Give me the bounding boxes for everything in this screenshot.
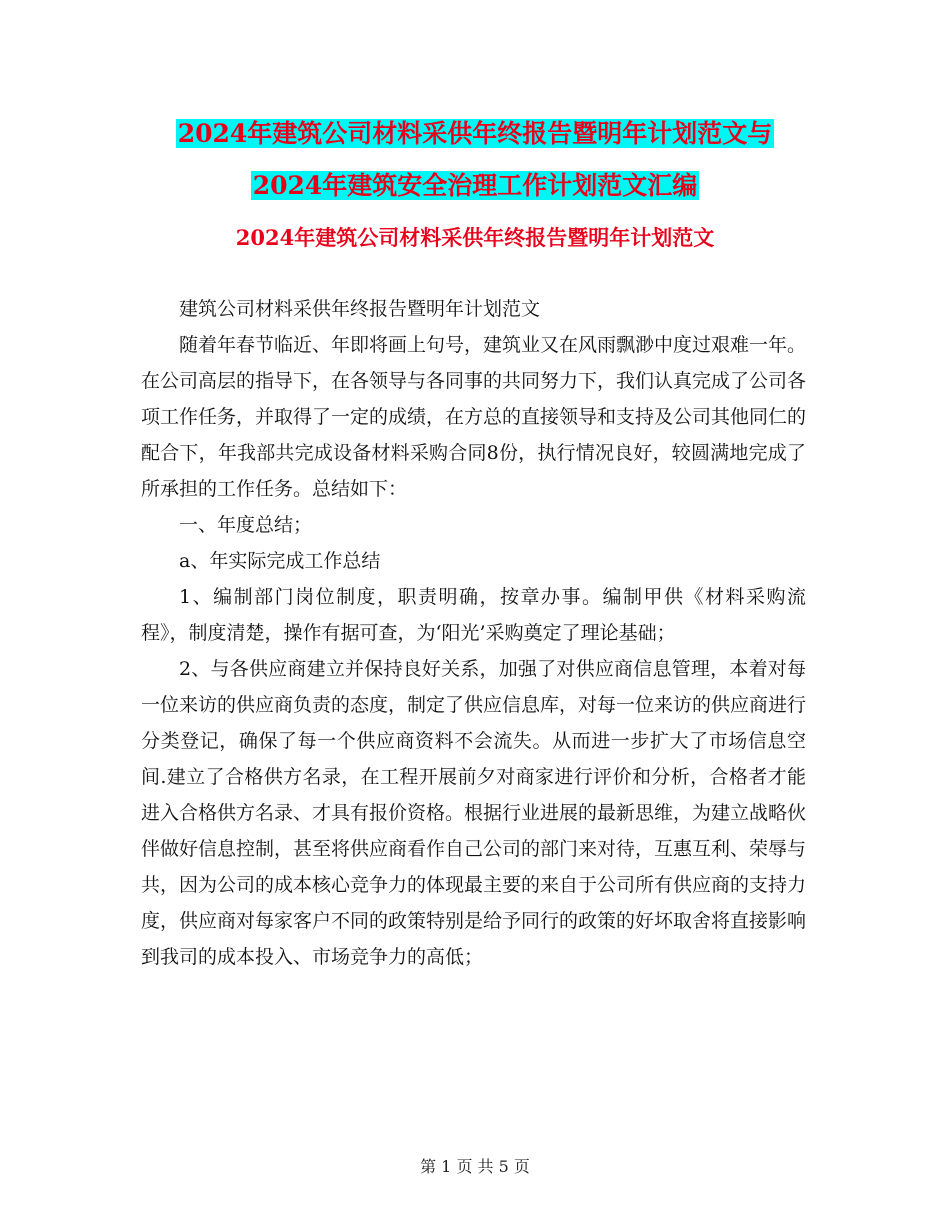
page-footer: 第 1 页 共 5 页 xyxy=(420,1157,530,1176)
section-title: 2024年建筑公司材料采供年终报告暨明年计划范文 xyxy=(235,225,715,250)
body-text xyxy=(141,291,806,975)
paragraph: 2、与各供应商建立并保持良好关系，加强了对供应商信息管理，本着对每一位来访的供应商负责的态度，制定了供应信息库，对每一位来访的供应商进行分类登记，确保了每一个供应商资料不会流失。从而进一步扩大了市场信息空间.建立了合格供方名录，在工程开展前夕对商家进行评价和分析，合格者才能进入合格供方名录、才具有报价资格。根据行业进展的最新思维，为建立战略伙伴做好信息控制，甚至将供应商看作自己公司的部门来对待，互惠互利、荣辱与共，因为公司的成本核心竞争力的体现最主要的来自于公司所有供应商的支持力度，供应商对每家客户不同的政策特别是给予同行的政策的好坏取舍将直接影响到我司的成本投入、市场竞争力的高低； xyxy=(141,658,807,968)
paragraph: 1、编制部门岗位制度，职责明确，按章办事。编制甲供《材料采购流程》，制度清楚，操作有据可查，为‘阳光’采购奠定了理论基础； xyxy=(141,586,806,644)
main-title-line-1: 2024年建筑公司材料采供年终报告暨明年计划范文与 xyxy=(177,119,773,148)
paragraph: 建筑公司材料采供年终报告暨明年计划范文 xyxy=(179,298,541,320)
paragraph: 随着年春节临近、年即将画上句号，建筑业又在风雨飘渺中度过艰难一年。在公司高层的指导下，在各领导与各同事的共同努力下，我们认真完成了公司各项工作任务，并取得了一定的成绩，在方总的直接领导和支持及公司其他同仁的配合下，年我部共完成设备材料采购合同8份，执行情况良好，较圆满地完成了所承担的工作任务。总结如下： xyxy=(141,334,807,500)
main-title xyxy=(150,108,800,212)
main-title-line-2: 2024年建筑安全治理工作计划范文汇编 xyxy=(252,171,698,200)
paragraph: a、年实际完成工作总结 xyxy=(179,550,381,572)
paragraph: 一、年度总结； xyxy=(179,514,313,536)
